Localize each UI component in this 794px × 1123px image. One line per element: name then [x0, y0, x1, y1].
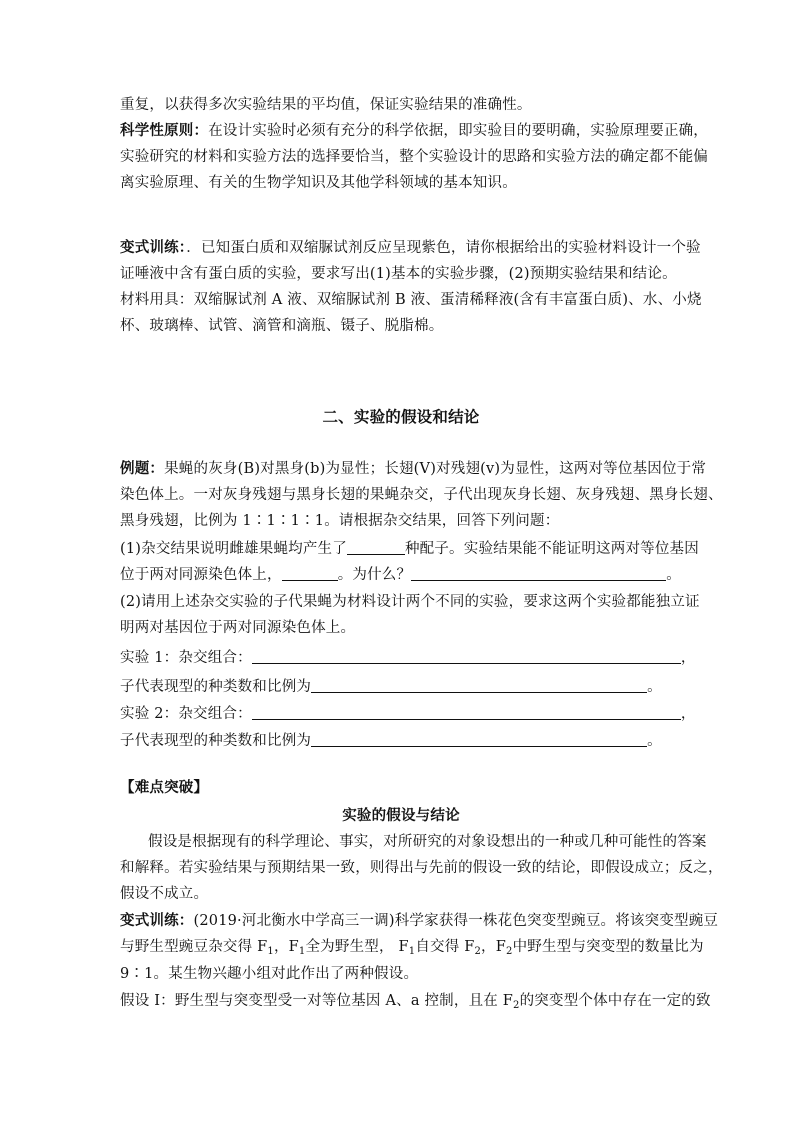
experiment-1-result-line: 子代表现型的种类数和比例为 。	[120, 679, 662, 695]
variant-training-label: 变式训练：	[120, 239, 187, 256]
text-line: 染色体上。一对灰身残翅与黑身长翅的果蝇杂交，子代出现灰身长翅、灰身残翅、黑身长翅、	[120, 487, 723, 503]
text-line: 杯、玻璃棒、试管、滴管和滴瓶、镊子、脱脂棉。	[120, 318, 444, 334]
question-2-line: (2)请用上述杂交实验的子代果蝇为材料设计两个不同的实验，要求这两个实验都能独立证	[120, 594, 700, 610]
answer-blank[interactable]	[311, 678, 647, 693]
text-line: 与野生型豌豆杂交得 $F_1$，$F_1$全为野生型， $F_1$自交得 $F_2$，$F_2$中野生型与突变型的数量比为	[120, 939, 704, 957]
answer-blank[interactable]	[347, 540, 405, 555]
text-line: 假设是根据现有的科学理论、事实，对所研究的对象设想出的一种或几种可能性的答案	[148, 834, 707, 850]
text-line: 黑身残翅，比例为 1∶1∶1∶1。请根据杂交结果，回答下列问题：	[120, 513, 560, 529]
question-1-line: (1)杂交结果说明雌雄果蝇均产生了 种配子。实验结果能不能证明这两对等位基因	[120, 541, 699, 557]
text-line: 重复，以获得多次实验结果的平均值，保证实验结果的准确性。	[120, 97, 532, 113]
text-line: 实验研究的材料和实验方法的选择要恰当，整个实验设计的思路和实验方法的确定都不能偏	[120, 149, 708, 165]
text-line: 证唾液中含有蛋白质的实验，要求写出(1)基本的实验步骤，(2)预期实验结果和结论。	[120, 266, 677, 282]
question-2-line: 明两对基因位于两对同源染色体上。	[120, 620, 356, 636]
text-line: 离实验原理、有关的生物学知识及其他学科领域的基本知识。	[120, 175, 517, 191]
example-line: 例题：果蝇的灰身(B)对黑身(b)为显性；长翅(V)对残翅(v)为显性，这两对等位基因位于常	[120, 460, 707, 477]
difficulty-header: 【难点突破】	[120, 779, 209, 796]
question-1-line: 位于两对同源染色体上， 。为什么？ 。	[120, 567, 681, 583]
variant-training-label: 变式训练：	[120, 912, 194, 929]
experiment-2-line: 实验 2：杂交组合： ，	[120, 706, 696, 722]
answer-blank[interactable]	[252, 705, 681, 720]
example-label: 例题：	[120, 460, 165, 477]
text-line: 9∶1。某生物兴趣小组对此作出了两种假设。	[120, 966, 419, 982]
principle-label: 科学性原则：	[120, 122, 209, 139]
experiment-2-result-line: 子代表现型的种类数和比例为 。	[120, 733, 662, 749]
materials-line: 材料用具：双缩脲试剂 A 液、双缩脲试剂 B 液、蛋清稀释液(含有丰富蛋白质)、水、小烧	[120, 292, 702, 308]
experiment-1-line: 实验 1：杂交组合： ，	[120, 650, 696, 666]
text-line: 假设不成立。	[120, 886, 209, 902]
answer-blank[interactable]	[282, 566, 338, 581]
variant-training-line: 变式训练：．已知蛋白质和双缩脲试剂反应呈现紫色，请你根据给出的实验材料设计一个验	[120, 239, 701, 256]
answer-blank[interactable]	[252, 649, 681, 664]
section-title: 二、实验的假设和结论	[322, 407, 480, 426]
answer-blank[interactable]	[311, 732, 647, 747]
difficulty-subtitle: 实验的假设与结论	[342, 807, 460, 824]
hypothesis-line: 假设 I：野生型与突变型受一对等位基因 A、a 控制，且在 $F_2$的突变型个体中存在一定的致	[120, 993, 711, 1011]
answer-blank[interactable]	[411, 566, 666, 581]
principle-line: 科学性原则：在设计实验时必须有充分的科学依据，即实验目的要明确，实验原理要正确，	[120, 122, 708, 139]
text-line: 和解释。若实验结果与预期结果一致，则得出与先前的假设一致的结论，即假设成立；反之，	[120, 860, 723, 876]
variant-training-line: 变式训练：(2019·河北衡水中学高三一调)科学家获得一株花色突变型豌豆。将该突变型豌豆	[120, 912, 719, 929]
